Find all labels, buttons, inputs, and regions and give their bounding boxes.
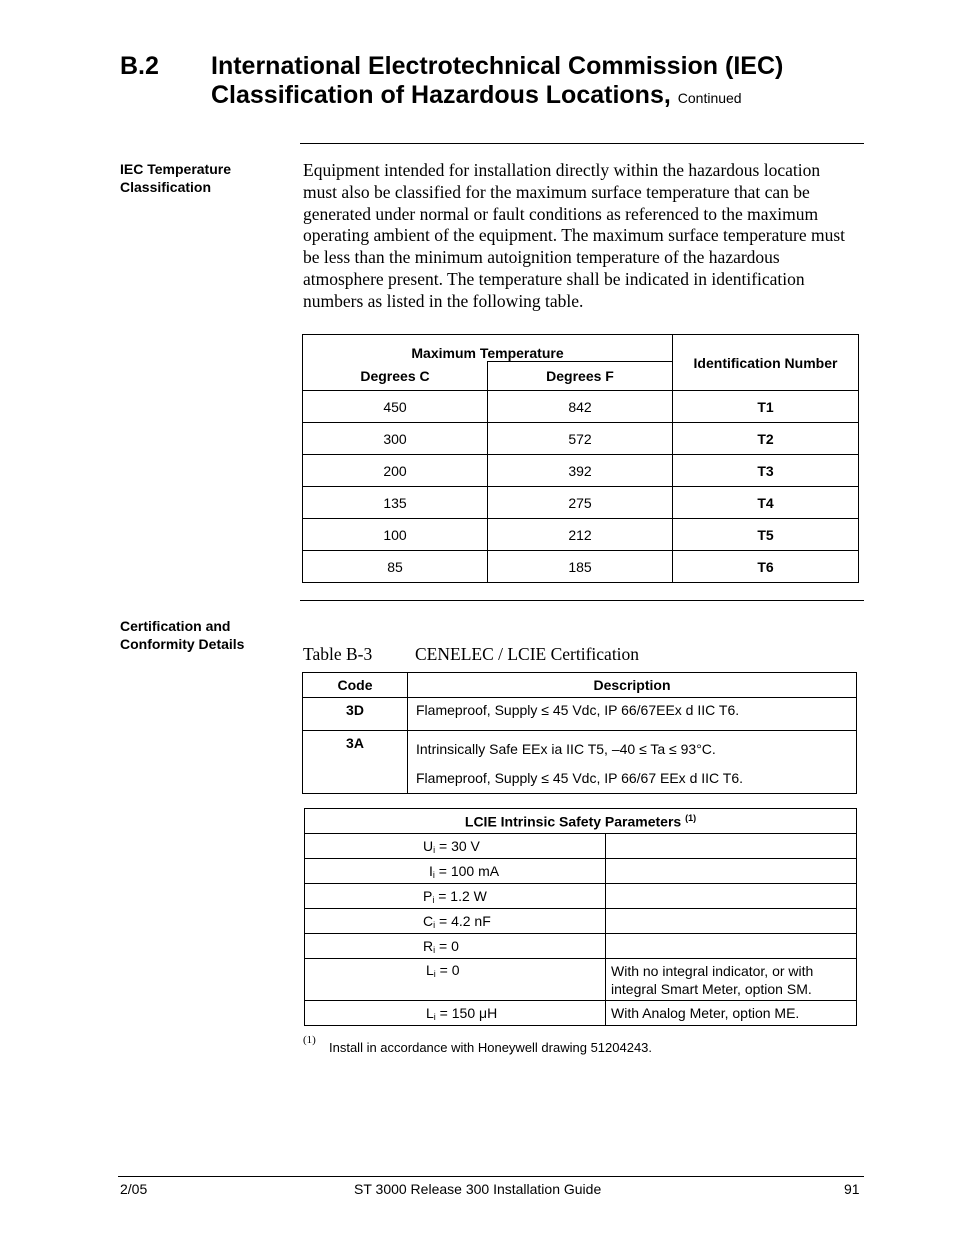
section-title <box>211 52 911 113</box>
table-row: 200 392 T3 <box>303 455 859 487</box>
degrees-f-header: Degrees F <box>488 362 673 391</box>
section-number: B.2 <box>120 52 159 80</box>
temperature-table <box>302 334 859 583</box>
caption-title: CENELEC / LCIE Certification <box>415 644 640 664</box>
table-row: $U_i = 30$ V <box>305 834 857 859</box>
code-header: Code <box>303 673 408 698</box>
footer-rule <box>118 1176 864 1177</box>
table-row: 100 212 T5 <box>303 519 859 551</box>
footnote-mark: (1) <box>303 1034 316 1046</box>
footer-title: ST 3000 Release 300 Installation Guide <box>354 1181 602 1197</box>
table-row: 85 185 T6 <box>303 551 859 583</box>
max-temp-header: Maximum Temperature <box>303 335 673 362</box>
footnote-text: Install in accordance with Honeywell drawing 51204243. <box>329 1040 653 1055</box>
side-heading-temperature: IEC Temperature Classification <box>120 161 231 195</box>
safety-parameters-header: LCIE Intrinsic Safety Parameters $^{(1)}$ <box>305 809 857 834</box>
table-row: $L_i = 0$ With no integral indicator, or with integral Smart Meter, option SM. <box>305 959 857 1001</box>
safety-parameters-table <box>304 808 857 1026</box>
divider-top <box>300 143 864 144</box>
table-row: $R_i = 0$ <box>305 934 857 959</box>
degrees-c-header: Degrees C <box>303 362 488 391</box>
table-row: $I_i = 100$ mA <box>305 859 857 884</box>
temperature-paragraph: Equipment intended for installation directly within the hazardous location must also be classified for the maximum surface temperature that can be generated under normal or fault conditions as referenced to the maximum operating ambient of the equipment. The maximum surface temperature must be less than the minimum autoignition temperature of the hazardous atmosphere present. The temperature shall be indicated in identification numbers as listed in the following table. <box>303 160 846 311</box>
table-row: $L_i = 150$ μH With Analog Meter, option ME. <box>305 1001 857 1026</box>
section-title-line1: International Electrotechnical Commission (IEC) <box>211 52 784 80</box>
certification-table <box>302 672 857 794</box>
footnote-ref: (1) <box>685 812 697 823</box>
continued-label: Continued <box>677 90 742 106</box>
table-row: 3A Intrinsically Safe EEx ia IIC T5, –40 ≤ Ta ≤ 93°C. Flameproof, Supply ≤ 45 Vdc, IP 66/67 EEx d IIC T6. <box>303 731 857 794</box>
table-row: 135 275 T4 <box>303 487 859 519</box>
page-number: 91 <box>844 1181 860 1197</box>
table-row: 3D Flameproof, Supply ≤ 45 Vdc, IP 66/67EEx d IIC T6. <box>303 698 857 731</box>
id-number-header: Identification Number <box>673 335 859 391</box>
table-caption <box>303 644 640 665</box>
table-row: $P_i = 1.2$ W <box>305 884 857 909</box>
description-header: Description <box>408 673 857 698</box>
table-row: 300 572 T2 <box>303 423 859 455</box>
footnote <box>303 1034 653 1055</box>
side-heading-certification: Certification and Conformity Details <box>120 618 245 652</box>
divider-middle <box>300 600 864 601</box>
table-row: 450 842 T1 <box>303 391 859 423</box>
footer-date: 2/05 <box>120 1181 148 1197</box>
caption-number: Table B-3 <box>303 644 373 664</box>
table-row: $C_i = 4.2$ nF <box>305 909 857 934</box>
section-title-line2: Classification of Hazardous Locations, Continued <box>211 81 742 109</box>
